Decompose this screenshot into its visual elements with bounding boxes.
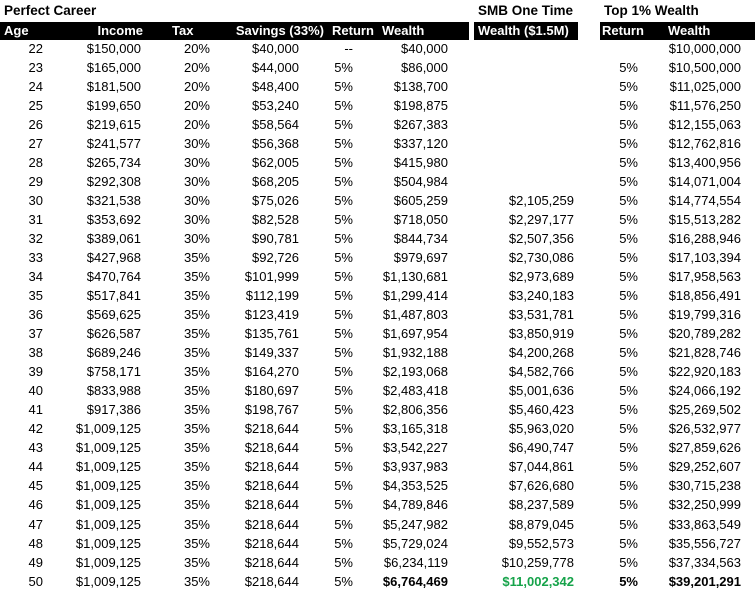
cell-top-wealth: $11,576,250 xyxy=(669,98,741,114)
cell-wealth: $979,697 xyxy=(393,250,448,266)
cell-income: $321,538 xyxy=(86,193,141,209)
cell-savings: $123,419 xyxy=(244,307,299,323)
cell-savings: $218,644 xyxy=(244,421,299,437)
cell-top-ret: 5% xyxy=(619,250,638,266)
cell-age: 24 xyxy=(28,79,43,95)
cell-wealth: $1,299,414 xyxy=(382,288,448,304)
cell-top-ret: 5% xyxy=(619,535,638,551)
cell-smb xyxy=(480,135,574,153)
cell-savings: $164,270 xyxy=(244,364,299,380)
cell-tax: 35% xyxy=(183,402,210,418)
cell-income: $1,009,125 xyxy=(75,459,141,475)
cell-ret: -- xyxy=(344,41,353,56)
cell-age: 40 xyxy=(28,383,43,399)
cell-income: $1,009,125 xyxy=(75,554,141,570)
cell-tax: 35% xyxy=(183,326,210,342)
cell-age: 49 xyxy=(28,554,43,570)
cell-tax: 35% xyxy=(183,516,210,532)
cell-age: 38 xyxy=(28,345,43,361)
cell-top-wealth: $18,856,491 xyxy=(668,288,741,304)
cell-tax: 35% xyxy=(183,250,210,266)
cell-age: 30 xyxy=(28,193,43,209)
cell-ret: 5% xyxy=(334,212,353,228)
cell-ret: 5% xyxy=(334,535,353,551)
cell-age: 33 xyxy=(28,250,43,266)
cell-top-ret: 5% xyxy=(619,478,638,494)
cell-wealth: $2,193,068 xyxy=(382,364,448,380)
cell-savings: $218,644 xyxy=(244,478,299,494)
cell-top-ret: 5% xyxy=(619,98,638,114)
cell-savings: $75,026 xyxy=(252,193,299,209)
cell-savings: $56,368 xyxy=(252,136,299,152)
cell-income: $1,009,125 xyxy=(75,573,141,589)
cell-ret: 5% xyxy=(334,174,353,190)
cell-savings: $68,205 xyxy=(252,174,299,190)
cell-tax: 35% xyxy=(183,535,210,551)
cell-income: $470,764 xyxy=(86,269,141,285)
cell-income: $1,009,125 xyxy=(75,535,141,551)
cell-top-ret: 5% xyxy=(619,364,638,380)
cell-ret: 5% xyxy=(334,98,353,114)
cell-tax: 30% xyxy=(183,155,210,171)
cell-savings: $44,000 xyxy=(252,60,299,76)
cell-ret: 5% xyxy=(334,79,353,95)
cell-income: $917,386 xyxy=(86,402,141,418)
cell-age: 31 xyxy=(28,212,43,228)
cell-top-wealth: $35,556,727 xyxy=(668,535,741,551)
cell-income: $389,061 xyxy=(86,231,141,247)
cell-age: 45 xyxy=(28,478,43,494)
cell-smb: $2,297,177 xyxy=(508,212,574,228)
col-header-top-wealth: Wealth xyxy=(668,23,711,38)
cell-top-wealth: $17,958,563 xyxy=(668,269,741,285)
cell-smb: $8,237,589 xyxy=(508,497,574,513)
cell-top-ret: 5% xyxy=(619,60,638,76)
cell-top-wealth: $10,500,000 xyxy=(668,60,741,76)
cell-ret: 5% xyxy=(334,269,353,285)
cell-income: $165,000 xyxy=(86,60,141,76)
cell-age: 44 xyxy=(28,459,43,475)
cell-savings: $218,644 xyxy=(244,497,299,513)
cell-smb: $2,507,356 xyxy=(508,231,574,247)
cell-age: 35 xyxy=(28,288,43,304)
cell-wealth: $6,764,469 xyxy=(382,573,448,589)
cell-tax: 35% xyxy=(183,459,210,475)
cell-smb: $8,879,045 xyxy=(508,516,574,532)
cell-top-wealth: $29,252,607 xyxy=(668,459,741,475)
cell-tax: 20% xyxy=(183,117,210,133)
cell-income: $181,500 xyxy=(86,79,141,95)
cell-ret: 5% xyxy=(334,250,353,266)
cell-top-ret: 5% xyxy=(619,231,638,247)
cell-savings: $58,564 xyxy=(252,117,299,133)
cell-income: $626,587 xyxy=(86,326,141,342)
cell-age: 27 xyxy=(28,136,43,152)
cell-age: 23 xyxy=(28,60,43,76)
cell-income: $833,988 xyxy=(86,383,141,399)
cell-top-wealth: $16,288,946 xyxy=(668,231,741,247)
perfect-career-header xyxy=(0,22,469,40)
cell-age: 41 xyxy=(28,402,43,418)
cell-top-ret: 5% xyxy=(619,497,638,513)
top1-title: Top 1% Wealth xyxy=(604,3,699,18)
cell-smb: $10,259,778 xyxy=(501,554,574,570)
cell-ret: 5% xyxy=(334,383,353,399)
cell-income: $219,615 xyxy=(86,117,141,133)
cell-ret: 5% xyxy=(334,478,353,494)
cell-top-ret: 5% xyxy=(619,136,638,152)
cell-top-wealth: $27,859,626 xyxy=(668,440,741,456)
cell-top-wealth: $17,103,394 xyxy=(668,250,741,266)
cell-tax: 35% xyxy=(183,307,210,323)
cell-wealth: $5,729,024 xyxy=(382,535,448,551)
cell-top-ret: 5% xyxy=(619,288,638,304)
cell-income: $758,171 xyxy=(86,364,141,380)
cell-smb: $7,626,680 xyxy=(508,478,574,494)
cell-top-ret: 5% xyxy=(619,326,638,342)
col-header-savings: Savings (33%) xyxy=(235,23,324,38)
cell-wealth: $1,697,954 xyxy=(382,326,448,342)
cell-top-wealth: $39,201,291 xyxy=(668,573,741,589)
cell-ret: 5% xyxy=(334,117,353,133)
cell-top-ret: 5% xyxy=(619,269,638,285)
cell-ret: 5% xyxy=(334,421,353,437)
cell-tax: 35% xyxy=(183,573,210,589)
cell-smb xyxy=(480,40,574,58)
cell-income: $1,009,125 xyxy=(75,516,141,532)
col-header-smb-wealth: Wealth ($1.5M) xyxy=(478,23,569,38)
cell-tax: 20% xyxy=(183,98,210,114)
cell-income: $353,692 xyxy=(86,212,141,228)
cell-ret: 5% xyxy=(334,497,353,513)
cell-savings: $218,644 xyxy=(244,459,299,475)
cell-income: $1,009,125 xyxy=(75,421,141,437)
cell-ret: 5% xyxy=(334,136,353,152)
cell-smb: $5,963,020 xyxy=(508,421,574,437)
cell-top-wealth: $19,799,316 xyxy=(668,307,741,323)
col-header-wealth: Wealth xyxy=(382,23,425,38)
cell-top-wealth: $20,789,282 xyxy=(668,326,741,342)
cell-tax: 20% xyxy=(183,79,210,95)
cell-top-ret xyxy=(606,40,638,58)
cell-savings: $218,644 xyxy=(244,440,299,456)
cell-ret: 5% xyxy=(334,326,353,342)
cell-smb: $5,460,423 xyxy=(508,402,574,418)
cell-income: $265,734 xyxy=(86,155,141,171)
cell-savings: $218,644 xyxy=(244,516,299,532)
cell-smb xyxy=(480,78,574,96)
cell-wealth: $3,937,983 xyxy=(382,459,448,475)
cell-income: $150,000 xyxy=(86,41,141,56)
cell-tax: 35% xyxy=(183,497,210,513)
cell-tax: 30% xyxy=(183,174,210,190)
cell-wealth: $6,234,119 xyxy=(383,554,448,570)
cell-tax: 35% xyxy=(183,440,210,456)
cell-ret: 5% xyxy=(334,60,353,76)
cell-wealth: $40,000 xyxy=(401,41,448,56)
col-header-tax: Tax xyxy=(172,23,194,38)
cell-top-ret: 5% xyxy=(619,212,638,228)
cell-income: $199,650 xyxy=(86,98,141,114)
cell-tax: 35% xyxy=(183,421,210,437)
cell-smb: $2,730,086 xyxy=(508,250,574,266)
cell-income: $517,841 xyxy=(86,288,141,304)
cell-top-ret: 5% xyxy=(619,345,638,361)
cell-top-ret: 5% xyxy=(619,440,638,456)
cell-age: 28 xyxy=(28,155,43,171)
cell-smb xyxy=(480,116,574,134)
cell-ret: 5% xyxy=(334,516,353,532)
cell-income: $1,009,125 xyxy=(75,497,141,513)
cell-savings: $101,999 xyxy=(244,269,299,285)
cell-wealth: $3,165,318 xyxy=(382,421,448,437)
cell-tax: 35% xyxy=(183,364,210,380)
cell-ret: 5% xyxy=(334,440,353,456)
cell-age: 43 xyxy=(28,440,43,456)
cell-top-ret: 5% xyxy=(619,193,638,209)
cell-top-wealth: $30,715,238 xyxy=(668,478,741,494)
cell-top-wealth: $33,863,549 xyxy=(668,516,741,532)
cell-income: $689,246 xyxy=(86,345,141,361)
perfect-career-title: Perfect Career xyxy=(4,3,97,18)
cell-tax: 35% xyxy=(183,383,210,399)
cell-wealth: $2,806,356 xyxy=(382,402,448,418)
cell-income: $427,968 xyxy=(86,250,141,266)
cell-top-wealth: $32,250,999 xyxy=(668,497,741,513)
cell-smb: $6,490,747 xyxy=(508,440,574,456)
cell-smb xyxy=(480,173,574,191)
cell-top-wealth: $21,828,746 xyxy=(668,345,741,361)
cell-top-ret: 5% xyxy=(619,421,638,437)
cell-tax: 35% xyxy=(183,269,210,285)
cell-wealth: $844,734 xyxy=(393,231,448,247)
cell-ret: 5% xyxy=(334,155,353,171)
cell-savings: $92,726 xyxy=(252,250,299,266)
cell-smb: $3,531,781 xyxy=(508,307,574,323)
smb-title: SMB One Time xyxy=(478,3,574,18)
cell-top-wealth: $12,155,063 xyxy=(668,117,741,133)
cell-tax: 35% xyxy=(183,478,210,494)
cell-top-ret: 5% xyxy=(619,383,638,399)
cell-tax: 35% xyxy=(183,288,210,304)
cell-top-ret: 5% xyxy=(619,174,638,190)
cell-savings: $218,644 xyxy=(244,554,299,570)
cell-top-ret: 5% xyxy=(619,516,638,532)
col-header-return: Return xyxy=(332,23,374,38)
col-header-income: Income xyxy=(97,23,143,38)
cell-ret: 5% xyxy=(334,288,353,304)
cell-top-ret: 5% xyxy=(619,459,638,475)
cell-savings: $40,000 xyxy=(252,41,299,56)
cell-tax: 30% xyxy=(183,193,210,209)
col-header-age: Age xyxy=(4,23,29,38)
cell-savings: $135,761 xyxy=(244,326,299,342)
cell-tax: 30% xyxy=(183,212,210,228)
cell-savings: $112,199 xyxy=(245,288,299,304)
cell-top-wealth: $12,762,816 xyxy=(668,136,741,152)
cell-savings: $180,697 xyxy=(244,383,299,399)
cell-top-wealth: $10,000,000 xyxy=(668,41,741,56)
cell-smb: $5,001,636 xyxy=(508,383,574,399)
cell-smb: $11,002,342 xyxy=(502,573,574,589)
cell-wealth: $1,487,803 xyxy=(382,307,448,323)
cell-age: 32 xyxy=(28,231,43,247)
cell-income: $292,308 xyxy=(86,174,141,190)
cell-top-wealth: $37,334,563 xyxy=(668,554,741,570)
cell-tax: 30% xyxy=(183,231,210,247)
cell-income: $1,009,125 xyxy=(75,440,141,456)
cell-top-wealth: $14,071,004 xyxy=(668,174,741,190)
cell-smb: $2,105,259 xyxy=(508,193,574,209)
cell-wealth: $86,000 xyxy=(401,60,448,76)
cell-savings: $90,781 xyxy=(252,231,299,247)
cell-top-ret: 5% xyxy=(619,117,638,133)
cell-savings: $198,767 xyxy=(244,402,299,418)
cell-smb: $4,582,766 xyxy=(508,364,574,380)
cell-ret: 5% xyxy=(334,307,353,323)
cell-savings: $149,337 xyxy=(244,345,299,361)
cell-age: 50 xyxy=(28,573,43,589)
cell-wealth: $4,353,525 xyxy=(382,478,448,494)
cell-income: $241,577 xyxy=(86,136,141,152)
cell-top-wealth: $15,513,282 xyxy=(668,212,741,228)
cell-age: 48 xyxy=(28,535,43,551)
cell-wealth: $605,259 xyxy=(393,193,448,209)
cell-smb: $3,240,183 xyxy=(508,288,574,304)
cell-top-wealth: $26,532,977 xyxy=(668,421,741,437)
cell-smb: $9,552,573 xyxy=(508,535,574,551)
cell-age: 29 xyxy=(28,174,43,190)
cell-top-ret: 5% xyxy=(619,573,638,589)
cell-wealth: $504,984 xyxy=(393,174,448,190)
cell-wealth: $2,483,418 xyxy=(382,383,448,399)
cell-income: $569,625 xyxy=(86,307,141,323)
cell-top-wealth: $22,920,183 xyxy=(668,364,741,380)
cell-wealth: $337,120 xyxy=(393,136,448,152)
cell-wealth: $267,383 xyxy=(393,117,448,133)
smb-header xyxy=(474,22,578,40)
cell-tax: 20% xyxy=(183,60,210,76)
cell-savings: $218,644 xyxy=(244,535,299,551)
cell-top-wealth: $13,400,956 xyxy=(668,155,741,171)
cell-ret: 5% xyxy=(334,364,353,380)
cell-ret: 5% xyxy=(334,554,353,570)
cell-age: 39 xyxy=(28,364,43,380)
cell-savings: $53,240 xyxy=(252,98,299,114)
cell-ret: 5% xyxy=(334,459,353,475)
cell-age: 46 xyxy=(28,497,43,513)
cell-ret: 5% xyxy=(334,193,353,209)
cell-wealth: $1,932,188 xyxy=(382,345,448,361)
cell-smb: $3,850,919 xyxy=(508,326,574,342)
cell-ret: 5% xyxy=(334,573,353,589)
cell-wealth: $198,875 xyxy=(393,98,448,114)
cell-age: 22 xyxy=(28,41,43,56)
cell-ret: 5% xyxy=(334,231,353,247)
cell-smb xyxy=(480,154,574,172)
cell-wealth: $1,130,681 xyxy=(382,269,448,285)
cell-age: 42 xyxy=(28,421,43,437)
cell-ret: 5% xyxy=(334,402,353,418)
cell-smb: $4,200,268 xyxy=(508,345,574,361)
cell-smb xyxy=(480,97,574,115)
cell-top-ret: 5% xyxy=(619,402,638,418)
cell-smb xyxy=(480,59,574,77)
cell-top-wealth: $24,066,192 xyxy=(668,383,741,399)
cell-top-ret: 5% xyxy=(619,307,638,323)
cell-savings: $48,400 xyxy=(252,79,299,95)
cell-age: 47 xyxy=(28,516,43,532)
cell-top-ret: 5% xyxy=(619,155,638,171)
top1-header xyxy=(600,22,755,40)
cell-top-wealth: $11,025,000 xyxy=(669,79,741,95)
cell-wealth: $5,247,982 xyxy=(382,516,448,532)
cell-wealth: $415,980 xyxy=(393,155,448,171)
cell-top-wealth: $25,269,502 xyxy=(668,402,741,418)
cell-tax: 35% xyxy=(183,554,210,570)
cell-savings: $82,528 xyxy=(252,212,299,228)
cell-savings: $62,005 xyxy=(252,155,299,171)
cell-top-ret: 5% xyxy=(619,554,638,570)
cell-wealth: $3,542,227 xyxy=(382,440,448,456)
col-header-top-return: Return xyxy=(602,23,644,38)
cell-wealth: $718,050 xyxy=(393,212,448,228)
cell-savings: $218,644 xyxy=(244,573,299,589)
cell-wealth: $4,789,846 xyxy=(382,497,448,513)
cell-age: 26 xyxy=(28,117,43,133)
cell-ret: 5% xyxy=(334,345,353,361)
cell-smb: $2,973,689 xyxy=(508,269,574,285)
cell-age: 25 xyxy=(28,98,43,114)
cell-age: 37 xyxy=(28,326,43,342)
cell-tax: 35% xyxy=(183,345,210,361)
cell-age: 34 xyxy=(28,269,43,285)
cell-top-wealth: $14,774,554 xyxy=(668,193,741,209)
cell-smb: $7,044,861 xyxy=(508,459,574,475)
cell-top-ret: 5% xyxy=(619,79,638,95)
cell-tax: 30% xyxy=(183,136,210,152)
cell-tax: 20% xyxy=(183,41,210,56)
cell-age: 36 xyxy=(28,307,43,323)
cell-wealth: $138,700 xyxy=(393,79,448,95)
cell-income: $1,009,125 xyxy=(75,478,141,494)
